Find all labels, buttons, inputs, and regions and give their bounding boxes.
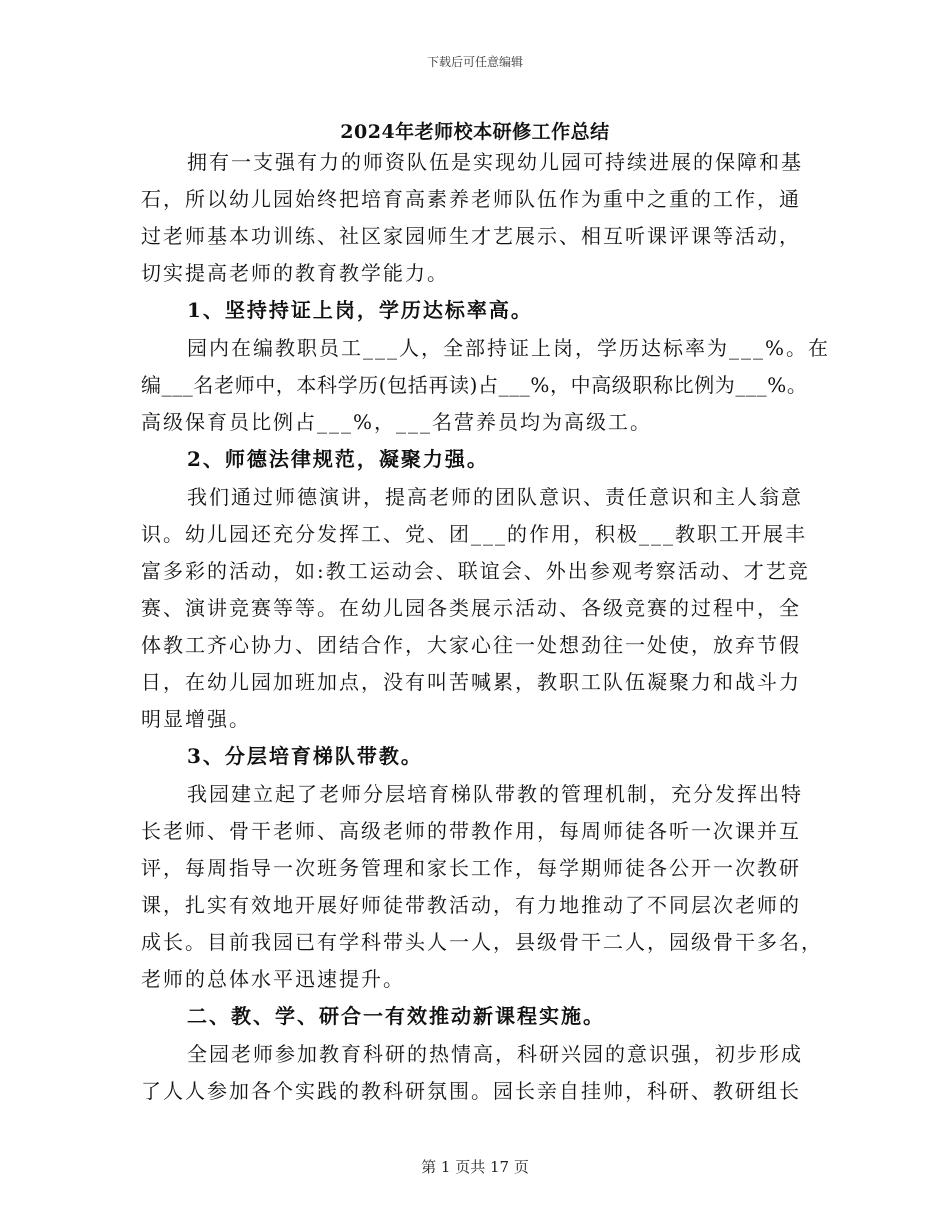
- paragraph-line: 成长。目前我园已有学科带头人一人，县级骨干二人，园级骨干多名，: [141, 930, 823, 954]
- section-heading: 二、教、学、研合一有效推动新课程实施。: [187, 1004, 605, 1028]
- paragraph-line: 高级保育员比例占___%，___名营养员均为高级工。: [141, 410, 653, 434]
- paragraph-line: 我园建立起了老师分层培育梯队带教的管理机制，充分发挥出特: [187, 782, 803, 806]
- section-heading: 2、师德法律规范，凝聚力强。: [187, 447, 489, 471]
- paragraph-line: 老师的总体水平迅速提升。: [141, 967, 405, 991]
- paragraph-line: 日，在幼儿园加班加点，没有叫苦喊累，教职工队伍凝聚力和战斗力: [141, 670, 801, 694]
- paragraph-line: 了人人参加各个实践的教科研氛围。园长亲自挂帅，科研、教研组长: [141, 1079, 801, 1103]
- section-heading: 3、分层培育梯队带教。: [187, 744, 423, 768]
- header-note: 下载后可任意编辑: [426, 55, 523, 69]
- paragraph-line: 评，每周指导一次班务管理和家长工作，每学期师徒各公开一次教研: [141, 856, 801, 880]
- paragraph-line: 过老师基本功训练、社区家园师生才艺展示、相互听课评课等活动，: [141, 224, 801, 248]
- paragraph-line: 石，所以幼儿园始终把培育高素养老师队伍作为重中之重的工作，通: [141, 187, 801, 211]
- paragraph-line: 富多彩的活动，如:教工运动会、联谊会、外出参观考察活动、才艺竞: [141, 559, 810, 583]
- paragraph-line: 园内在编教职员工___人，全部持证上岗，学历达标率为___%。在: [187, 336, 831, 360]
- paragraph-line: 全园老师参加教育科研的热情高，科研兴园的意识强，初步形成: [187, 1042, 803, 1066]
- paragraph-line: 课，扎实有效地开展好师徒带教活动，有力地推动了不同层次老师的: [141, 893, 801, 917]
- page-footer: 第 1 页共 17 页: [421, 1158, 529, 1176]
- paragraph-line: 编___名老师中，本科学历(包括再读)占___%，中高级职称比例为___%。: [141, 373, 808, 397]
- paragraph-line: 我们通过师德演讲，提高老师的团队意识、责任意识和主人翁意: [187, 485, 803, 509]
- paragraph-line: 识。幼儿园还充分发挥工、党、团___的作用，积极___教职工开展丰: [141, 522, 807, 546]
- paragraph-line: 体教工齐心协力、团结合作，大家心往一处想劲往一处使，放弃节假: [141, 633, 801, 657]
- paragraph-line: 长老师、骨干老师、高级老师的带教作用，每周师徒各听一次课并互: [141, 819, 801, 843]
- paragraph-line: 切实提高老师的教育教学能力。: [141, 261, 449, 285]
- paragraph-line: 明显增强。: [141, 707, 251, 731]
- paragraph-line: 拥有一支强有力的师资队伍是实现幼儿园可持续进展的保障和基: [187, 150, 803, 174]
- paragraph-line: 赛、演讲竞赛等等。在幼儿园各类展示活动、各级竞赛的过程中，全: [141, 596, 801, 620]
- document-title: 2024年老师校本研修工作总结: [340, 121, 610, 143]
- section-heading: 1、坚持持证上岗，学历达标率高。: [187, 298, 533, 322]
